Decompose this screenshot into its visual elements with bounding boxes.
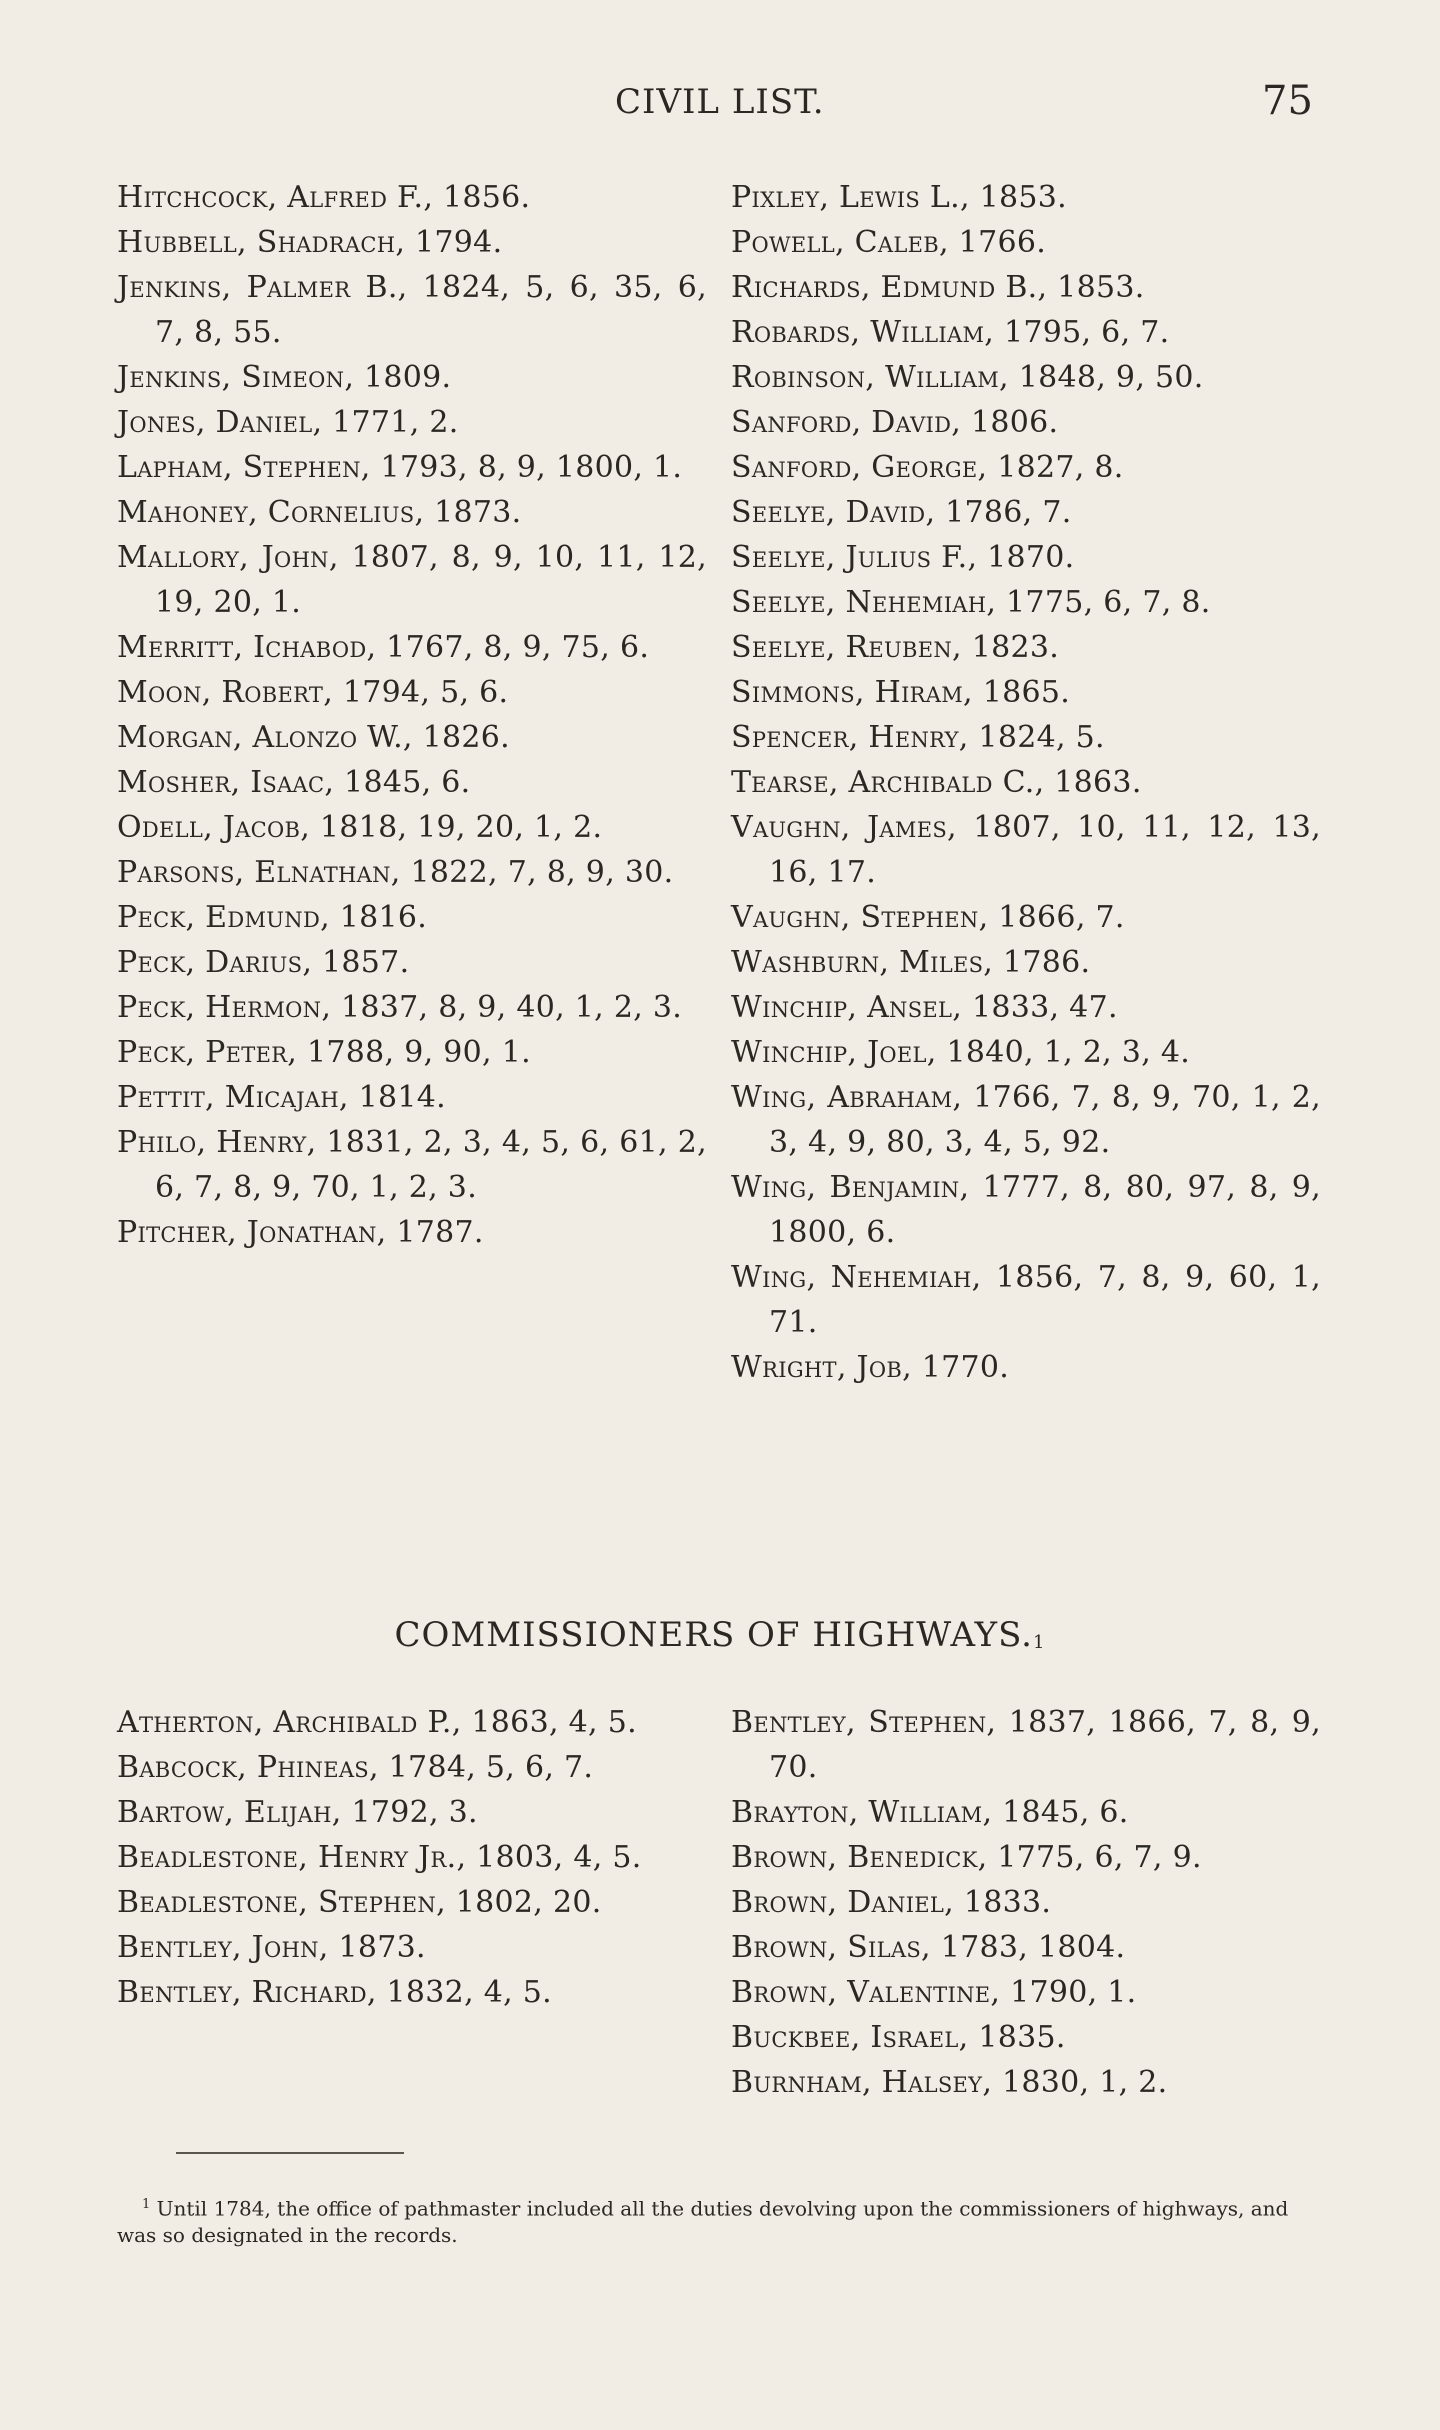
name-entry: Wright, Job, 1770. bbox=[731, 1350, 1010, 1385]
name-entry: Brown, Valentine, 1790, 1. bbox=[731, 1975, 1137, 2010]
name-entry: Pitcher, Jonathan, 1787. bbox=[117, 1215, 484, 1250]
name-entry: Peck, Darius, 1857. bbox=[117, 945, 410, 980]
name-entry: Peck, Hermon, 1837, 8, 9, 40, 1, 2, 3. bbox=[117, 990, 683, 1025]
name-entry: Atherton, Archibald P., 1863, 4, 5. bbox=[117, 1705, 637, 1740]
name-entry: Moon, Robert, 1794, 5, 6. bbox=[117, 675, 509, 710]
name-entry: Wing, Nehemiah, 1856, 7, 8, 9, 60, 1, 71. bbox=[731, 1260, 1321, 1340]
name-entry: Philo, Henry, 1831, 2, 3, 4, 5, 6, 61, 2, 6, 7, 8, 9, 70, 1, 2, 3. bbox=[117, 1125, 707, 1205]
civil-list-right-column bbox=[731, 175, 1321, 1390]
footnote-marker: 1 bbox=[142, 2197, 151, 2212]
footnote bbox=[117, 2192, 1332, 2248]
name-entry: Odell, Jacob, 1818, 19, 20, 1, 2. bbox=[117, 810, 603, 845]
footnote-rule bbox=[176, 2152, 404, 2154]
name-entry: Wing, Benjamin, 1777, 8, 80, 97, 8, 9, 1800, 6. bbox=[731, 1170, 1321, 1250]
footnote-reference: 1 bbox=[1032, 1632, 1046, 1653]
commissioners-heading bbox=[0, 1615, 1440, 1655]
name-entry: Lapham, Stephen, 1793, 8, 9, 1800, 1. bbox=[117, 450, 683, 485]
name-entry: Tearse, Archibald C., 1863. bbox=[731, 765, 1142, 800]
name-entry: Brayton, William, 1845, 6. bbox=[731, 1795, 1129, 1830]
name-entry: Hitchcock, Alfred F., 1856. bbox=[117, 180, 531, 215]
name-entry: Bartow, Elijah, 1792, 3. bbox=[117, 1795, 478, 1830]
name-entry: Robards, William, 1795, 6, 7. bbox=[731, 315, 1170, 350]
name-entry: Brown, Daniel, 1833. bbox=[731, 1885, 1052, 1920]
name-entry: Beadlestone, Stephen, 1802, 20. bbox=[117, 1885, 602, 1920]
name-entry: Winchip, Ansel, 1833, 47. bbox=[731, 990, 1118, 1025]
name-entry: Bentley, John, 1873. bbox=[117, 1930, 426, 1965]
name-entry: Wing, Abraham, 1766, 7, 8, 9, 70, 1, 2, 3, 4, 9, 80, 3, 4, 5, 92. bbox=[731, 1080, 1321, 1160]
name-entry: Hubbell, Shadrach, 1794. bbox=[117, 225, 503, 260]
name-entry: Seelye, Nehemiah, 1775, 6, 7, 8. bbox=[731, 585, 1211, 620]
name-entry: Buckbee, Israel, 1835. bbox=[731, 2020, 1066, 2055]
name-entry: Parsons, Elnathan, 1822, 7, 8, 9, 30. bbox=[117, 855, 674, 890]
name-entry: Seelye, Julius F., 1870. bbox=[731, 540, 1075, 575]
name-entry: Seelye, Reuben, 1823. bbox=[731, 630, 1060, 665]
name-entry: Bentley, Richard, 1832, 4, 5. bbox=[117, 1975, 553, 2010]
civil-list-left-column bbox=[117, 175, 707, 1255]
commissioners-heading-text: COMMISSIONERS OF HIGHWAYS. bbox=[394, 1615, 1033, 1655]
commissioners-right-column bbox=[731, 1700, 1321, 2105]
name-entry: Bentley, Stephen, 1837, 1866, 7, 8, 9, 70. bbox=[731, 1705, 1321, 1785]
name-entry: Mosher, Isaac, 1845, 6. bbox=[117, 765, 471, 800]
footnote-text: Until 1784, the office of pathmaster included all the duties devolving upon the commissioners of highways, and was so designated in the records. bbox=[117, 2196, 1289, 2247]
name-entry: Burnham, Halsey, 1830, 1, 2. bbox=[731, 2065, 1168, 2100]
name-entry: Peck, Edmund, 1816. bbox=[117, 900, 428, 935]
name-entry: Merritt, Ichabod, 1767, 8, 9, 75, 6. bbox=[117, 630, 650, 665]
running-title: CIVIL LIST. bbox=[615, 82, 825, 122]
commissioners-left-column bbox=[117, 1700, 707, 2015]
name-entry: Powell, Caleb, 1766. bbox=[731, 225, 1047, 260]
name-entry: Mallory, John, 1807, 8, 9, 10, 11, 12, 19, 20, 1. bbox=[117, 540, 707, 620]
name-entry: Brown, Benedick, 1775, 6, 7, 9. bbox=[731, 1840, 1202, 1875]
running-head bbox=[0, 78, 1440, 132]
name-entry: Pixley, Lewis L., 1853. bbox=[731, 180, 1068, 215]
name-entry: Richards, Edmund B., 1853. bbox=[731, 270, 1145, 305]
name-entry: Morgan, Alonzo W., 1826. bbox=[117, 720, 510, 755]
name-entry: Brown, Silas, 1783, 1804. bbox=[731, 1930, 1126, 1965]
name-entry: Jenkins, Simeon, 1809. bbox=[117, 360, 452, 395]
name-entry: Beadlestone, Henry Jr., 1803, 4, 5. bbox=[117, 1840, 642, 1875]
name-entry: Robinson, William, 1848, 9, 50. bbox=[731, 360, 1204, 395]
name-entry: Sanford, David, 1806. bbox=[731, 405, 1059, 440]
name-entry: Mahoney, Cornelius, 1873. bbox=[117, 495, 522, 530]
name-entry: Vaughn, James, 1807, 10, 11, 12, 13, 16, 17. bbox=[731, 810, 1321, 890]
name-entry: Vaughn, Stephen, 1866, 7. bbox=[731, 900, 1125, 935]
name-entry: Simmons, Hiram, 1865. bbox=[731, 675, 1071, 710]
name-entry: Seelye, David, 1786, 7. bbox=[731, 495, 1072, 530]
name-entry: Sanford, George, 1827, 8. bbox=[731, 450, 1124, 485]
name-entry: Babcock, Phineas, 1784, 5, 6, 7. bbox=[117, 1750, 594, 1785]
name-entry: Pettit, Micajah, 1814. bbox=[117, 1080, 446, 1115]
name-entry: Peck, Peter, 1788, 9, 90, 1. bbox=[117, 1035, 531, 1070]
name-entry: Washburn, Miles, 1786. bbox=[731, 945, 1091, 980]
name-entry: Jones, Daniel, 1771, 2. bbox=[117, 405, 459, 440]
name-entry: Winchip, Joel, 1840, 1, 2, 3, 4. bbox=[731, 1035, 1191, 1070]
name-entry: Jenkins, Palmer B., 1824, 5, 6, 35, 6, 7, 8, 55. bbox=[117, 270, 707, 350]
page-number: 75 bbox=[1262, 78, 1313, 124]
name-entry: Spencer, Henry, 1824, 5. bbox=[731, 720, 1105, 755]
